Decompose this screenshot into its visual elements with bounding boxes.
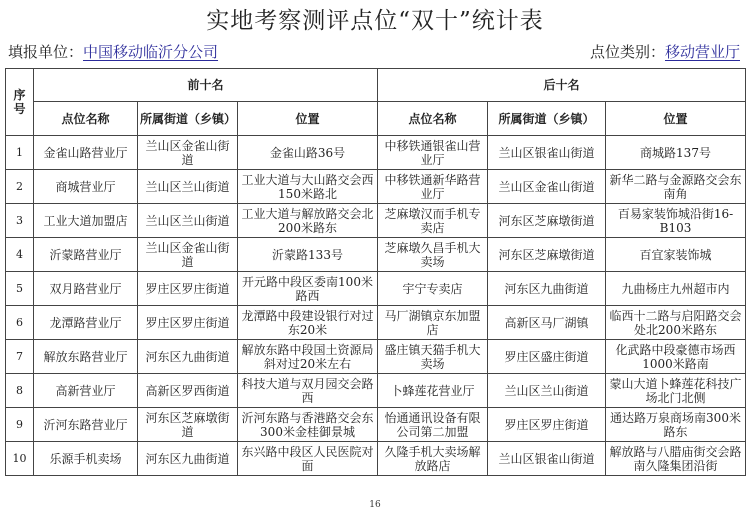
top-site-name: 龙潭路营业厅 [34, 306, 138, 340]
bottom-site-street: 兰山区金雀山街道 [488, 170, 606, 204]
table-row [6, 238, 746, 272]
top-site-location: 沂河东路与香港路交会东300米金桂御景城 [238, 408, 378, 442]
bottom-site-location: 百宜家装饰城 [606, 238, 746, 272]
row-number: 10 [6, 442, 34, 476]
top-site-street: 河东区九曲街道 [138, 442, 238, 476]
top-site-location: 金雀山路36号 [238, 136, 378, 170]
top-site-location: 工业大道与大山路交会西150米路北 [238, 170, 378, 204]
bottom-site-name: 马厂湖镇京东加盟店 [378, 306, 488, 340]
row-number: 8 [6, 374, 34, 408]
table-row [6, 374, 746, 408]
row-number: 1 [6, 136, 34, 170]
bottom-site-street: 河东区芝麻墩街道 [488, 238, 606, 272]
page-title: 实地考察测评点位“双十”统计表 [206, 8, 544, 34]
row-number: 5 [6, 272, 34, 306]
top-site-name: 商城营业厅 [34, 170, 138, 204]
top-site-name: 金雀山路营业厅 [34, 136, 138, 170]
row-number: 7 [6, 340, 34, 374]
bottom-site-location: 商城路137号 [606, 136, 746, 170]
bottom-site-location: 通达路万泉商场南300米路东 [606, 408, 746, 442]
top-site-name: 沂河东路营业厅 [34, 408, 138, 442]
bottom-site-name: 中移铁通银雀山营业厅 [378, 136, 488, 170]
row-number: 6 [6, 306, 34, 340]
bottom-site-name: 中移铁通新华路营业厅 [378, 170, 488, 204]
top-site-street: 河东区芝麻墩街道 [138, 408, 238, 442]
bottom-site-location: 新华二路与金源路交会东南角 [606, 170, 746, 204]
top-site-street: 高新区罗西街道 [138, 374, 238, 408]
top-site-name: 工业大道加盟店 [34, 204, 138, 238]
header-bottom10: 后十名 [378, 69, 746, 102]
top-site-name: 乐源手机卖场 [34, 442, 138, 476]
top-site-street: 兰山区金雀山街道 [138, 136, 238, 170]
top-site-location: 开元路中段区委南100米路西 [238, 272, 378, 306]
page-number: 16 [369, 500, 381, 510]
bottom-site-name: 怡通通讯设备有限公司第二加盟 [378, 408, 488, 442]
top-site-street: 兰山区金雀山街道 [138, 238, 238, 272]
reporting-unit [8, 41, 218, 63]
table-row [6, 306, 746, 340]
table-row [6, 204, 746, 238]
bottom-site-location: 九曲杨庄九州超市内 [606, 272, 746, 306]
table-row [6, 272, 746, 306]
reporting-unit-value: 中国移动临沂分公司 [83, 43, 219, 61]
header-bottom-location: 位置 [606, 102, 746, 136]
top-site-street: 兰山区兰山街道 [138, 204, 238, 238]
site-category [590, 41, 740, 63]
bottom-site-street: 河东区芝麻墩街道 [488, 204, 606, 238]
header-seq: 序号 [6, 69, 34, 136]
header-bottom-name: 点位名称 [378, 102, 488, 136]
top-site-location: 沂蒙路133号 [238, 238, 378, 272]
table-row [6, 136, 746, 170]
header-bottom-street: 所属街道（乡镇） [488, 102, 606, 136]
bottom-site-location: 化武路中段豪德市场西1000米路南 [606, 340, 746, 374]
top-site-location: 龙潭路中段建设银行对过东20米 [238, 306, 378, 340]
header-top10: 前十名 [34, 69, 378, 102]
bottom-site-name: 久隆手机大卖场解放路店 [378, 442, 488, 476]
bottom-site-location: 蒙山大道卜蜂莲花科技广场北门北侧 [606, 374, 746, 408]
header-top-name: 点位名称 [34, 102, 138, 136]
bottom-site-street: 高新区马厂湖镇 [488, 306, 606, 340]
bottom-site-location: 百易家装饰城沿街16-B103 [606, 204, 746, 238]
top-site-location: 解放东路中段国土资源局斜对过20米左右 [238, 340, 378, 374]
bottom-site-name: 宇宁专卖店 [378, 272, 488, 306]
top-site-street: 罗庄区罗庄街道 [138, 306, 238, 340]
row-number: 9 [6, 408, 34, 442]
reporting-unit-label: 填报单位： [8, 43, 84, 61]
bottom-site-name: 芝麻墩汉而手机专卖店 [378, 204, 488, 238]
table-row [6, 170, 746, 204]
bottom-site-street: 罗庄区盛庄街道 [488, 340, 606, 374]
top-site-location: 工业大道与解放路交会北200米路东 [238, 204, 378, 238]
header-top-location: 位置 [238, 102, 378, 136]
table-row [6, 442, 746, 476]
bottom-site-street: 兰山区银雀山街道 [488, 442, 606, 476]
bottom-site-street: 河东区九曲街道 [488, 272, 606, 306]
bottom-site-location: 解放路与八腊庙街交会路南久隆集团沿街 [606, 442, 746, 476]
top-site-name: 双月路营业厅 [34, 272, 138, 306]
top-site-name: 解放东路营业厅 [34, 340, 138, 374]
header-top-street: 所属街道（乡镇） [138, 102, 238, 136]
site-category-value: 移动营业厅 [664, 43, 740, 61]
row-number: 4 [6, 238, 34, 272]
top-site-street: 兰山区兰山街道 [138, 170, 238, 204]
top-site-name: 沂蒙路营业厅 [34, 238, 138, 272]
bottom-site-street: 兰山区银雀山街道 [488, 136, 606, 170]
top-site-location: 科技大道与双月园交会路西 [238, 374, 378, 408]
bottom-site-street: 罗庄区罗庄街道 [488, 408, 606, 442]
top-site-name: 高新营业厅 [34, 374, 138, 408]
row-number: 2 [6, 170, 34, 204]
bottom-site-street: 兰山区兰山街道 [488, 374, 606, 408]
site-category-label: 点位类别： [589, 43, 665, 61]
table-row [6, 408, 746, 442]
bottom-site-location: 临西十二路与启阳路交会处北200米路东 [606, 306, 746, 340]
bottom-site-name: 盛庄镇天猫手机大卖场 [378, 340, 488, 374]
top-site-location: 东兴路中段区人民医院对面 [238, 442, 378, 476]
row-number: 3 [6, 204, 34, 238]
bottom-site-name: 芝麻墩久昌手机大卖场 [378, 238, 488, 272]
table-row [6, 340, 746, 374]
statistics-table [5, 68, 746, 476]
top-site-street: 罗庄区罗庄街道 [138, 272, 238, 306]
top-site-street: 河东区九曲街道 [138, 340, 238, 374]
bottom-site-name: 卜蜂莲花营业厅 [378, 374, 488, 408]
